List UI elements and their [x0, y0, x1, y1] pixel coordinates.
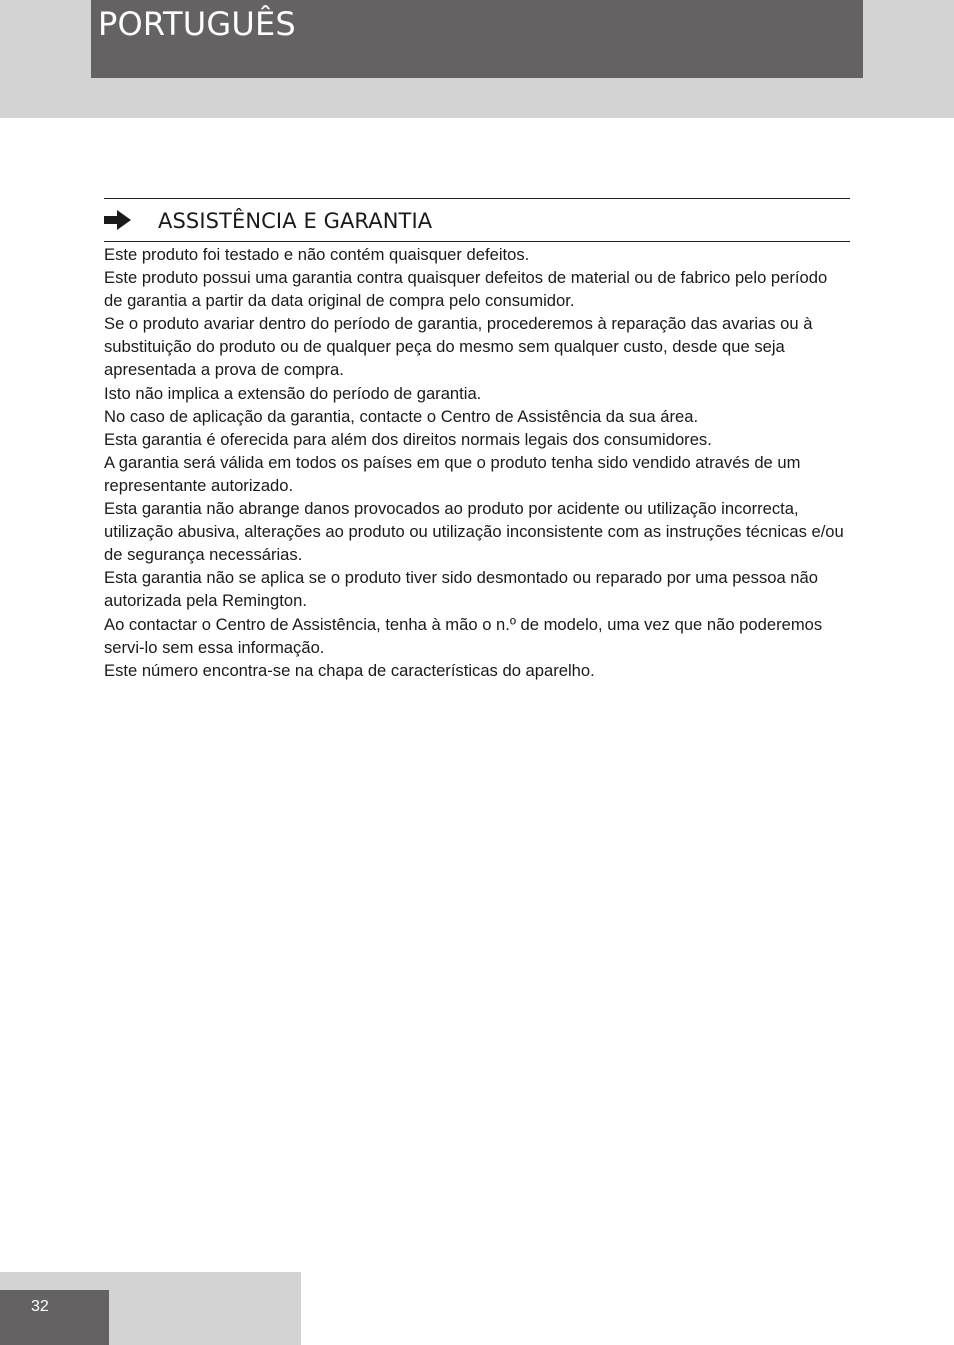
language-title: PORTUGUÊS: [98, 5, 296, 43]
arrow-right-icon: [104, 209, 132, 231]
paragraph: No caso de aplicação da garantia, contacte o Centro de Assistência da sua área.: [104, 406, 699, 426]
paragraph: Este número encontra-se na chapa de características do aparelho.: [104, 660, 595, 680]
section-body: [104, 243, 850, 682]
paragraph: Isto não implica a extensão do período de garantia.: [104, 383, 482, 403]
section-title: ASSISTÊNCIA E GARANTIA: [158, 209, 433, 233]
paragraph: Esta garantia não se aplica se o produto tiver sido desmontado ou reparado por uma pessoa não autorizada pela Remington.: [104, 568, 818, 611]
paragraph: Esta garantia é oferecida para além dos direitos normais legais dos consumidores.: [104, 429, 712, 449]
paragraph: Ao contactar o Centro de Assistência, tenha à mão o n.º de modelo, uma vez que não poderemos servi-lo sem essa informação.: [104, 614, 823, 657]
paragraph: Se o produto avariar dentro do período de garantia, procederemos à reparação das avarias ou à substituição do produto ou de qualquer peça do mesmo sem qualquer custo, desde que seja apresentada a prova de compra.: [104, 314, 813, 380]
warranty-section: [104, 198, 850, 682]
section-heading: [104, 199, 850, 242]
paragraph: Este produto foi testado e não contém quaisquer defeitos.: [104, 245, 530, 264]
footer-box: [0, 1290, 109, 1345]
page-number: 32: [31, 1298, 49, 1315]
paragraph: Esta garantia não abrange danos provocados ao produto por acidente ou utilização incorrecta, utilização abusiva, alterações ao produto ou utilização inconsistente com as instruções técnicas e/ou de segurança necessárias.: [104, 499, 844, 565]
paragraph: A garantia será válida em todos os países em que o produto tenha sido vendido através de um representante autorizado.: [104, 452, 801, 495]
paragraph: Este produto possui uma garantia contra quaisquer defeitos de material ou de fabrico pelo período de garantia a partir da data original de compra pelo consumidor.: [104, 268, 828, 311]
